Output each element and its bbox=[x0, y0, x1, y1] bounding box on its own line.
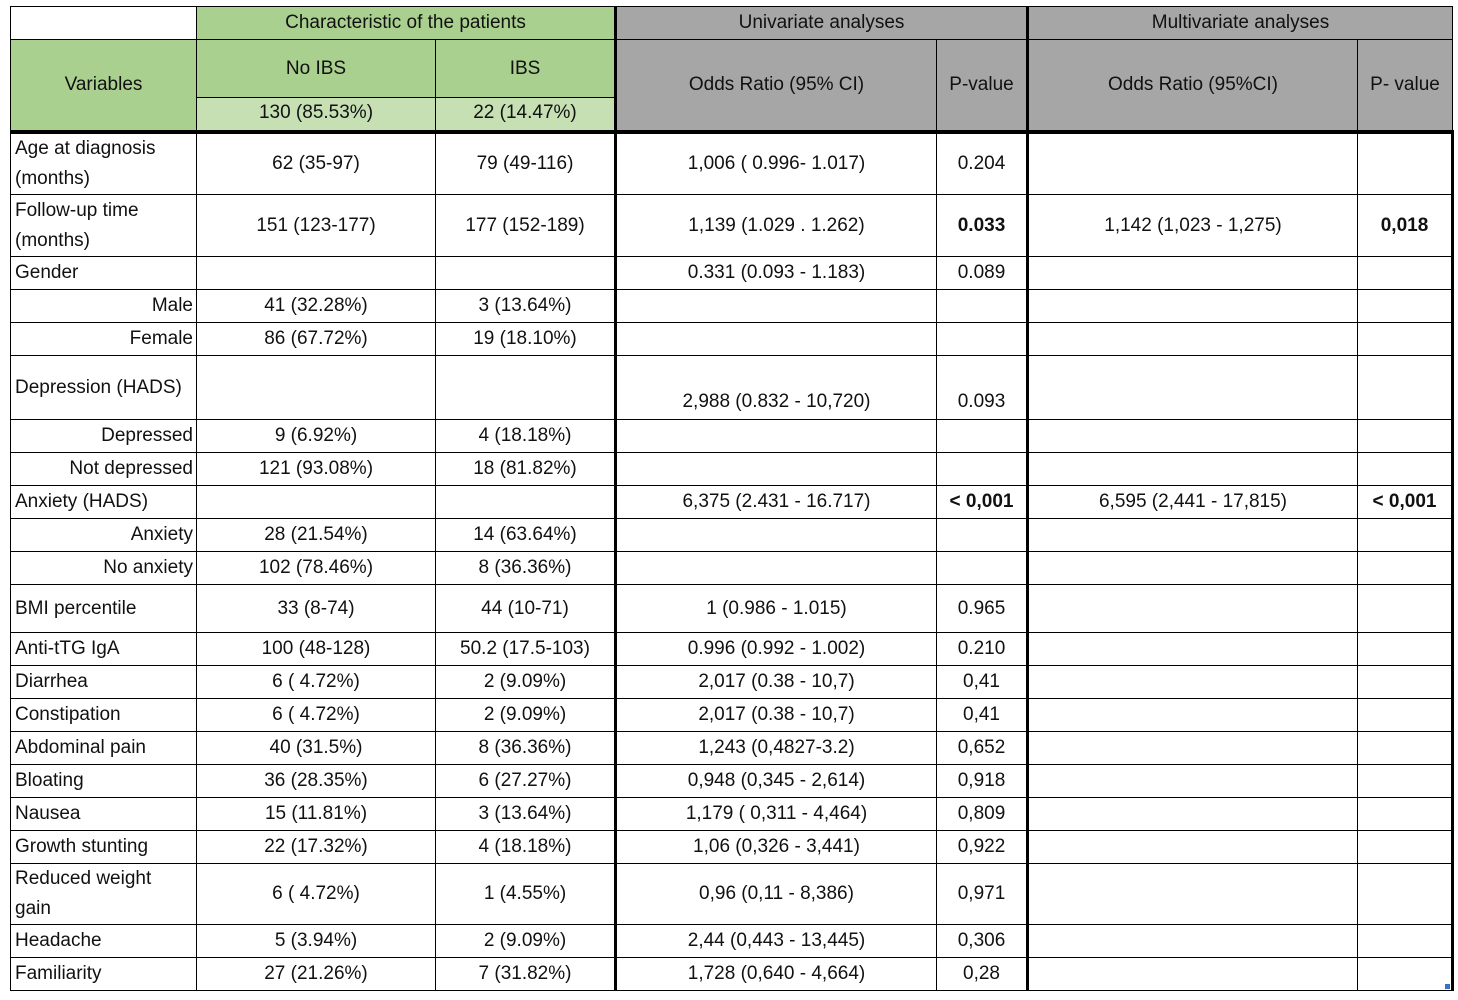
no-ibs-value bbox=[197, 486, 436, 519]
multivariate-p-value bbox=[1358, 864, 1453, 925]
univariate-or-value bbox=[616, 420, 937, 453]
no-ibs-value: 102 (78.46%) bbox=[197, 552, 436, 585]
no-ibs-count: 130 (85.53%) bbox=[197, 98, 436, 133]
multivariate-or-value: 6,595 (2,441 - 17,815) bbox=[1028, 486, 1358, 519]
univariate-p-value: 0.089 bbox=[937, 257, 1028, 290]
multivariate-p-value bbox=[1358, 257, 1453, 290]
variable-label: Familiarity bbox=[11, 958, 197, 991]
variable-label: Age at diagnosis (months) bbox=[11, 132, 197, 195]
multivariate-or-value bbox=[1028, 864, 1358, 925]
ibs-header: IBS bbox=[436, 40, 616, 98]
no-ibs-value: 27 (21.26%) bbox=[197, 958, 436, 991]
variables-header: Variables bbox=[11, 40, 197, 133]
group-header-row bbox=[11, 7, 1453, 40]
ibs-value: 6 (27.27%) bbox=[436, 765, 616, 798]
multivariate-or-value bbox=[1028, 356, 1358, 420]
univariate-or-value: 1,243 (0,4827-3.2) bbox=[616, 732, 937, 765]
table-row bbox=[11, 132, 1453, 195]
ibs-value: 8 (36.36%) bbox=[436, 552, 616, 585]
table-row bbox=[11, 958, 1453, 991]
ibs-value: 4 (18.18%) bbox=[436, 420, 616, 453]
ibs-value bbox=[436, 257, 616, 290]
no-ibs-value: 6 ( 4.72%) bbox=[197, 699, 436, 732]
univariate-p-value: 0,306 bbox=[937, 925, 1028, 958]
variable-label: Headache bbox=[11, 925, 197, 958]
univariate-p-value: 0,922 bbox=[937, 831, 1028, 864]
univariate-p-value: < 0,001 bbox=[937, 486, 1028, 519]
ibs-value: 3 (13.64%) bbox=[436, 290, 616, 323]
table-row bbox=[11, 356, 1453, 420]
multivariate-or-value bbox=[1028, 290, 1358, 323]
univariate-or-value: 1 (0.986 - 1.015) bbox=[616, 585, 937, 633]
no-ibs-value bbox=[197, 257, 436, 290]
multivariate-or-value bbox=[1028, 633, 1358, 666]
ibs-value bbox=[436, 486, 616, 519]
multivariate-or-value bbox=[1028, 257, 1358, 290]
variable-label: Bloating bbox=[11, 765, 197, 798]
univariate-or-value: 0.331 (0.093 - 1.183) bbox=[616, 257, 937, 290]
multivariate-or-value: 1,142 (1,023 - 1,275) bbox=[1028, 195, 1358, 257]
univariate-or-value: 0,948 (0,345 - 2,614) bbox=[616, 765, 937, 798]
table-row bbox=[11, 257, 1453, 290]
no-ibs-value: 62 (35-97) bbox=[197, 132, 436, 195]
header-blank-cell bbox=[11, 7, 197, 40]
no-ibs-value: 100 (48-128) bbox=[197, 633, 436, 666]
ibs-value: 19 (18.10%) bbox=[436, 323, 616, 356]
no-ibs-value: 151 (123-177) bbox=[197, 195, 436, 257]
multivariate-p-value bbox=[1358, 552, 1453, 585]
multivariate-p-value bbox=[1358, 585, 1453, 633]
no-ibs-value: 33 (8-74) bbox=[197, 585, 436, 633]
variable-label: Diarrhea bbox=[11, 666, 197, 699]
univariate-p-value: 0.210 bbox=[937, 633, 1028, 666]
multivariate-p-value bbox=[1358, 356, 1453, 420]
variable-label: Anxiety (HADS) bbox=[11, 486, 197, 519]
univariate-or-value bbox=[616, 552, 937, 585]
univariate-p-value: 0.204 bbox=[937, 132, 1028, 195]
no-ibs-header: No IBS bbox=[197, 40, 436, 98]
multivariate-p-value bbox=[1358, 732, 1453, 765]
univariate-p-value: 0.093 bbox=[937, 356, 1028, 420]
multivariate-p-value bbox=[1358, 831, 1453, 864]
ibs-value: 14 (63.64%) bbox=[436, 519, 616, 552]
univariate-or-value: 0.996 (0.992 - 1.002) bbox=[616, 633, 937, 666]
ibs-value: 1 (4.55%) bbox=[436, 864, 616, 925]
no-ibs-value: 6 ( 4.72%) bbox=[197, 864, 436, 925]
univariate-or-value: 6,375 (2.431 - 16.717) bbox=[616, 486, 937, 519]
variable-label: No anxiety bbox=[11, 552, 197, 585]
variable-label: Constipation bbox=[11, 699, 197, 732]
table-row bbox=[11, 699, 1453, 732]
ibs-value: 2 (9.09%) bbox=[436, 925, 616, 958]
table-row bbox=[11, 765, 1453, 798]
univariate-or-value bbox=[616, 290, 937, 323]
ibs-value: 4 (18.18%) bbox=[436, 831, 616, 864]
no-ibs-value: 6 ( 4.72%) bbox=[197, 666, 436, 699]
variable-label: BMI percentile bbox=[11, 585, 197, 633]
table-row bbox=[11, 925, 1453, 958]
results-table-container bbox=[10, 6, 1454, 991]
no-ibs-value: 5 (3.94%) bbox=[197, 925, 436, 958]
univariate-or-value bbox=[616, 519, 937, 552]
table-row bbox=[11, 585, 1453, 633]
multivariate-p-value bbox=[1358, 765, 1453, 798]
group-patients-header: Characteristic of the patients bbox=[197, 7, 616, 40]
table-row bbox=[11, 831, 1453, 864]
multivariate-or-value bbox=[1028, 132, 1358, 195]
univariate-or-value: 1,006 ( 0.996- 1.017) bbox=[616, 132, 937, 195]
group-univariate-header: Univariate analyses bbox=[616, 7, 1028, 40]
ibs-value: 44 (10-71) bbox=[436, 585, 616, 633]
multivariate-p-value bbox=[1358, 420, 1453, 453]
table-row bbox=[11, 519, 1453, 552]
univariate-p-value bbox=[937, 519, 1028, 552]
ibs-value: 2 (9.09%) bbox=[436, 666, 616, 699]
univariate-p-value bbox=[937, 290, 1028, 323]
table-row bbox=[11, 798, 1453, 831]
table-row bbox=[11, 633, 1453, 666]
univariate-or-header: Odds Ratio (95% CI) bbox=[616, 40, 937, 133]
table-body bbox=[11, 132, 1453, 991]
group-multivariate-header: Multivariate analyses bbox=[1028, 7, 1453, 40]
column-header-row bbox=[11, 40, 1453, 98]
ibs-value bbox=[436, 356, 616, 420]
univariate-or-value: 2,44 (0,443 - 13,445) bbox=[616, 925, 937, 958]
multivariate-p-value: < 0,001 bbox=[1358, 486, 1453, 519]
multivariate-or-value bbox=[1028, 798, 1358, 831]
variable-label: Not depressed bbox=[11, 453, 197, 486]
multivariate-p-value bbox=[1358, 633, 1453, 666]
univariate-p-value: 0,809 bbox=[937, 798, 1028, 831]
table-row bbox=[11, 453, 1453, 486]
multivariate-or-value bbox=[1028, 925, 1358, 958]
ibs-results-table bbox=[10, 6, 1454, 991]
table-row bbox=[11, 666, 1453, 699]
multivariate-or-value bbox=[1028, 666, 1358, 699]
ibs-value: 18 (81.82%) bbox=[436, 453, 616, 486]
univariate-p-value: 0.033 bbox=[937, 195, 1028, 257]
multivariate-p-value bbox=[1358, 132, 1453, 195]
univariate-or-value: 0,96 (0,11 - 8,386) bbox=[616, 864, 937, 925]
univariate-p-value: 0,28 bbox=[937, 958, 1028, 991]
variable-label: Male bbox=[11, 290, 197, 323]
no-ibs-value: 28 (21.54%) bbox=[197, 519, 436, 552]
multivariate-p-value: 0,018 bbox=[1358, 195, 1453, 257]
univariate-or-value: 2,017 (0.38 - 10,7) bbox=[616, 666, 937, 699]
ibs-value: 177 (152-189) bbox=[436, 195, 616, 257]
multivariate-or-value bbox=[1028, 519, 1358, 552]
ibs-value: 8 (36.36%) bbox=[436, 732, 616, 765]
table-row bbox=[11, 195, 1453, 257]
univariate-or-value: 1,728 (0,640 - 4,664) bbox=[616, 958, 937, 991]
no-ibs-value: 41 (32.28%) bbox=[197, 290, 436, 323]
ibs-value: 3 (13.64%) bbox=[436, 798, 616, 831]
univariate-or-value: 1,06 (0,326 - 3,441) bbox=[616, 831, 937, 864]
variable-label: Nausea bbox=[11, 798, 197, 831]
table-row bbox=[11, 486, 1453, 519]
multivariate-p-header: P- value bbox=[1358, 40, 1453, 133]
variable-label: Female bbox=[11, 323, 197, 356]
multivariate-or-value bbox=[1028, 323, 1358, 356]
univariate-p-header: P-value bbox=[937, 40, 1028, 133]
table-row bbox=[11, 323, 1453, 356]
multivariate-p-value bbox=[1358, 453, 1453, 486]
table-row bbox=[11, 552, 1453, 585]
variable-label: Gender bbox=[11, 257, 197, 290]
no-ibs-value: 86 (67.72%) bbox=[197, 323, 436, 356]
univariate-p-value: 0,918 bbox=[937, 765, 1028, 798]
ibs-value: 50.2 (17.5-103) bbox=[436, 633, 616, 666]
no-ibs-value: 36 (28.35%) bbox=[197, 765, 436, 798]
univariate-or-value: 1,139 (1.029 . 1.262) bbox=[616, 195, 937, 257]
multivariate-p-value bbox=[1358, 666, 1453, 699]
ibs-value: 2 (9.09%) bbox=[436, 699, 616, 732]
univariate-p-value bbox=[937, 453, 1028, 486]
univariate-p-value: 0,652 bbox=[937, 732, 1028, 765]
ibs-count: 22 (14.47%) bbox=[436, 98, 616, 133]
table-row bbox=[11, 864, 1453, 925]
multivariate-or-value bbox=[1028, 958, 1358, 991]
multivariate-p-value bbox=[1358, 798, 1453, 831]
multivariate-p-value bbox=[1358, 519, 1453, 552]
multivariate-p-value bbox=[1358, 290, 1453, 323]
no-ibs-value: 15 (11.81%) bbox=[197, 798, 436, 831]
univariate-p-value: 0,41 bbox=[937, 699, 1028, 732]
no-ibs-value: 9 (6.92%) bbox=[197, 420, 436, 453]
multivariate-p-value bbox=[1358, 925, 1453, 958]
multivariate-or-value bbox=[1028, 765, 1358, 798]
table-row bbox=[11, 732, 1453, 765]
variable-label: Anxiety bbox=[11, 519, 197, 552]
no-ibs-value: 40 (31.5%) bbox=[197, 732, 436, 765]
multivariate-or-value bbox=[1028, 831, 1358, 864]
table-row bbox=[11, 290, 1453, 323]
variable-label: Depression (HADS) bbox=[11, 356, 197, 420]
univariate-or-value: 1,179 ( 0,311 - 4,464) bbox=[616, 798, 937, 831]
multivariate-or-value bbox=[1028, 699, 1358, 732]
multivariate-or-header: Odds Ratio (95%CI) bbox=[1028, 40, 1358, 133]
variable-label: Abdominal pain bbox=[11, 732, 197, 765]
multivariate-or-value bbox=[1028, 552, 1358, 585]
ibs-value: 7 (31.82%) bbox=[436, 958, 616, 991]
variable-label: Anti-tTG IgA bbox=[11, 633, 197, 666]
no-ibs-value: 121 (93.08%) bbox=[197, 453, 436, 486]
univariate-p-value: 0,971 bbox=[937, 864, 1028, 925]
univariate-or-value bbox=[616, 453, 937, 486]
univariate-or-value bbox=[616, 323, 937, 356]
multivariate-or-value bbox=[1028, 585, 1358, 633]
table-row bbox=[11, 420, 1453, 453]
multivariate-or-value bbox=[1028, 732, 1358, 765]
multivariate-or-value bbox=[1028, 453, 1358, 486]
no-ibs-value: 22 (17.32%) bbox=[197, 831, 436, 864]
multivariate-p-value bbox=[1358, 958, 1453, 991]
resize-corner-mark bbox=[1445, 984, 1450, 989]
univariate-p-value bbox=[937, 552, 1028, 585]
univariate-p-value: 0,41 bbox=[937, 666, 1028, 699]
multivariate-or-value bbox=[1028, 420, 1358, 453]
ibs-value: 79 (49-116) bbox=[436, 132, 616, 195]
univariate-p-value bbox=[937, 323, 1028, 356]
variable-label: Reduced weight gain bbox=[11, 864, 197, 925]
variable-label: Follow-up time (months) bbox=[11, 195, 197, 257]
variable-label: Depressed bbox=[11, 420, 197, 453]
univariate-p-value: 0.965 bbox=[937, 585, 1028, 633]
univariate-or-value: 2,988 (0.832 - 10,720) bbox=[616, 356, 937, 420]
variable-label: Growth stunting bbox=[11, 831, 197, 864]
univariate-or-value: 2,017 (0.38 - 10,7) bbox=[616, 699, 937, 732]
no-ibs-value bbox=[197, 356, 436, 420]
multivariate-p-value bbox=[1358, 323, 1453, 356]
univariate-p-value bbox=[937, 420, 1028, 453]
multivariate-p-value bbox=[1358, 699, 1453, 732]
